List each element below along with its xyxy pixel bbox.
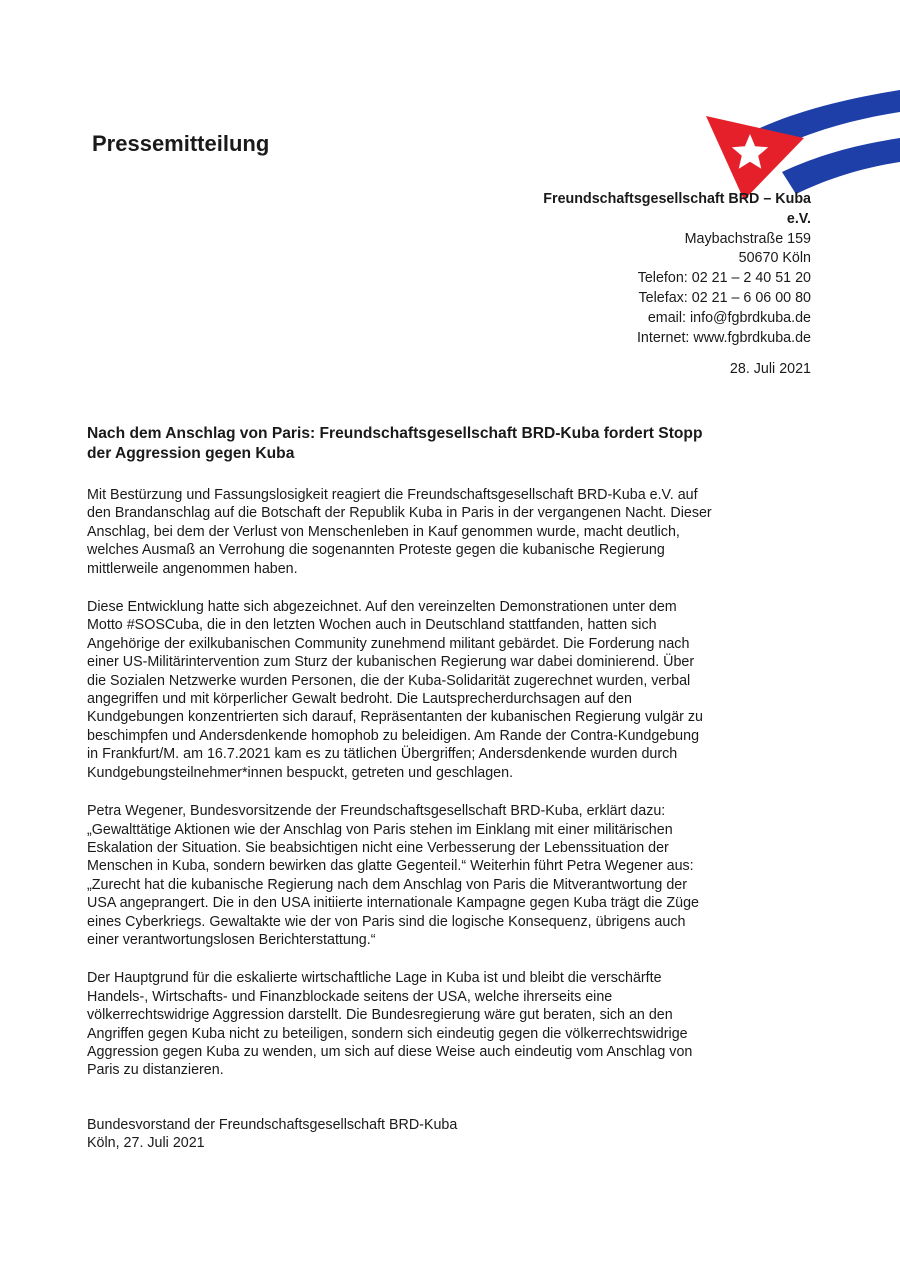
cuban-flag-logo (700, 88, 900, 200)
signature-place-date: Köln, 27. Juli 2021 (87, 1135, 205, 1152)
signature-block (87, 1116, 457, 1153)
sender-website: Internet: www.fgbrdkuba.de (636, 329, 811, 346)
flag-blue-stripe-bottom (782, 138, 900, 194)
sender-city: 50670 Köln (738, 250, 811, 267)
sender-organization-line2: e.V. (786, 210, 811, 227)
body-paragraph: Diese Entwicklung hatte sich abgezeichnet. Auf den vereinzelten Demonstrationen unter dem Motto #SOSCuba, die in den letzten Wochen auch in Deutschland stattfanden, hatten sich Angehörige der exilkubanischen Community zunehmend militant gebärdet. Die Forderung nach einer US-Militärintervention zum Sturz der kubanischen Regierung war dabei dominierend. Über die Sozialen Netzwerke wurden Personen, die der Kuba-Solidarität zugerechnet wurden, verbal angegriffen und mit körperlicher Gewalt bedroht. Die Lautsprecherdurchsagen auf den Kundgebungen konzentrierten sich darauf, Repräsentanten der kubanischen Regierung vulgär zu beschimpfen und Andersdenkende homophob zu beleidigen. Am Rande der Contra-Kundgebung in Frankfurt/M. am 16.7.2021 kam es zu tätlichen Übergriffen; Andersdenkende wurden durch Kundgebungsteilnehmer*innen bespuckt, getreten und geschlagen. (87, 599, 703, 781)
document-label: Pressemitteilung (92, 131, 270, 156)
sender-fax: Telefax: 02 21 – 6 06 00 80 (638, 289, 811, 306)
press-release-headline: Nach dem Anschlag von Paris: Freundschaftsgesellschaft BRD-Kuba fordert Stopp der Aggression gegen Kuba (87, 425, 703, 462)
press-release-body (87, 486, 827, 1100)
body-paragraph: Mit Bestürzung und Fassungslosigkeit reagiert die Freundschaftsgesellschaft BRD-Kuba e.V. auf den Brandanschlag auf die Botschaft der Republik Kuba in Paris in der vergangenen Nacht. Dieser Anschlag, bei dem der Verlust von Menschenleben in Kauf genommen wurde, macht deutlich, welches Ausmaß an Verrohung die sogenannten Proteste gegen die kubanische Regierung mittlerweile angenommen haben. (87, 487, 712, 577)
sender-street: Maybachstraße 159 (684, 230, 811, 247)
sender-email: email: info@fgbrdkuba.de (647, 309, 811, 326)
body-paragraph: Der Hauptgrund für die eskalierte wirtschaftliche Lage in Kuba ist und bleibt die verschärfte Handels-, Wirtschafts- und Finanzblockade seitens der USA, welche ihrerseits eine völkerrechtswidrige Aggression darstellt. Die Bundesregierung wäre gut beraten, sich an den Angriffen gegen Kuba nicht zu beteiligen, sondern sich eindeutig gegen die völkerrechtswidrige Aggression gegen Kuba zu wenden, um sich auf diese Weise auch eindeutig vom Anschlag von Paris zu distanzieren. (87, 970, 693, 1079)
release-date: 28. Juli 2021 (729, 361, 811, 377)
sender-address-block (471, 190, 811, 348)
signature-issuer: Bundesvorstand der Freundschaftsgesellschaft BRD-Kuba (87, 1117, 458, 1133)
sender-organization-line1: Freundschaftsgesellschaft BRD – Kuba (543, 191, 811, 207)
sender-phone: Telefon: 02 21 – 2 40 51 20 (637, 270, 811, 287)
body-paragraph: Petra Wegener, Bundesvorsitzende der Freundschaftsgesellschaft BRD-Kuba, erklärt dazu: „Gewalttätige Aktionen wie der Anschlag von Paris stehen im Einklang mit einer militärischen Eskalation der Situation. Sie beabsichtigen nicht eine Verbesserung der Lebenssituation der Menschen in Kuba, sondern bewirken das glatte Gegenteil.“ Weiterhin führt Petra Wegener aus: „Zurecht hat die kubanische Regierung nach dem Anschlag von Paris die Mitverantwortung der USA angeprangert. Die in den USA initiierte internationale Kampagne gegen Kuba trägt die Züge eines Cyberkriegs. Gewaltakte wie der von Paris sind die logische Konsequenz, übrigens auch einer verantwortungslosen Berichterstattung.“ (87, 803, 699, 948)
